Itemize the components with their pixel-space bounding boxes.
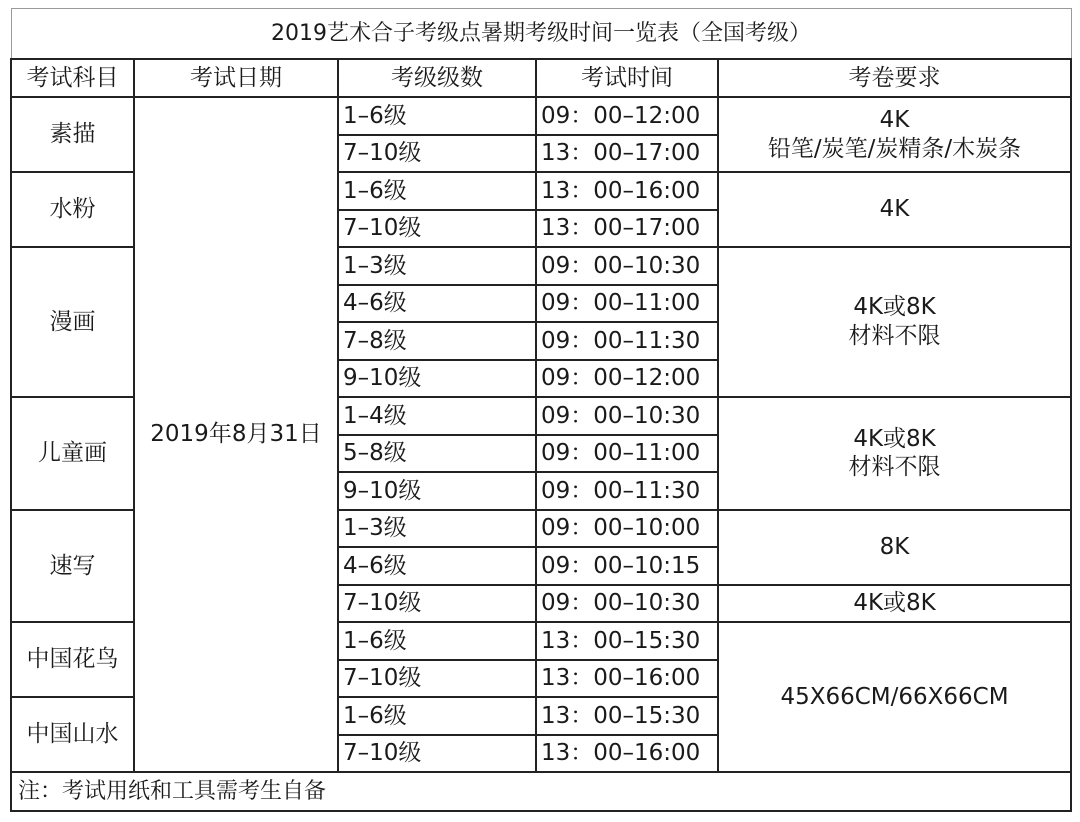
time-cell: 09：00–10:00 (536, 510, 718, 548)
subject-cell: 素描 (11, 97, 134, 172)
grade-cell: 1–6级 (338, 622, 536, 660)
grade-cell: 1–3级 (338, 247, 536, 285)
time-cell: 09：00–12:00 (536, 97, 718, 135)
time-cell: 09：00–10:30 (536, 397, 718, 435)
time-cell: 13：00–17:00 (536, 135, 718, 173)
paper-size: 4K或8K (853, 425, 936, 452)
grade-cell: 7–10级 (338, 735, 536, 773)
time-cell: 13：00–16:00 (536, 172, 718, 210)
time-cell: 09：00–12:00 (536, 360, 718, 398)
exam-date-cell: 2019年8月31日 (134, 97, 338, 772)
time-cell: 09：00–10:30 (536, 247, 718, 285)
grade-cell: 7–8级 (338, 322, 536, 360)
paper-requirement-cell: 8K (718, 510, 1071, 585)
time-cell: 13：00–15:30 (536, 697, 718, 735)
paper-material: 材料不限 (848, 454, 941, 481)
header-grade: 考级级数 (338, 59, 536, 98)
time-cell: 09：00–11:00 (536, 285, 718, 323)
grade-cell: 1–6级 (338, 697, 536, 735)
grade-cell: 1–6级 (338, 97, 536, 135)
subject-cell: 速写 (11, 510, 134, 623)
table-title: 2019艺术合子考级点暑期考级时间一览表（全国考级） (11, 9, 1071, 59)
time-cell: 09：00–11:00 (536, 435, 718, 473)
subject-cell: 漫画 (11, 247, 134, 397)
time-cell: 09：00–11:30 (536, 322, 718, 360)
paper-requirement-cell: 4K (718, 172, 1071, 247)
grade-cell: 7–10级 (338, 585, 536, 623)
header-subject: 考试科目 (11, 59, 134, 98)
paper-requirement-cell: 4K或8K (718, 585, 1071, 623)
time-cell: 09：00–10:30 (536, 585, 718, 623)
exam-schedule-sheet (10, 8, 1070, 812)
grade-cell: 1–4级 (338, 397, 536, 435)
header-date: 考试日期 (134, 59, 338, 98)
paper-requirement-cell (718, 397, 1071, 510)
grade-cell: 7–10级 (338, 210, 536, 248)
grade-cell: 9–10级 (338, 360, 536, 398)
grade-cell: 4–6级 (338, 285, 536, 323)
grade-cell: 1–3级 (338, 510, 536, 548)
grade-cell: 4–6级 (338, 547, 536, 585)
paper-requirement-cell: 45X66CM/66X66CM (718, 622, 1071, 772)
grade-cell: 7–10级 (338, 660, 536, 698)
subject-cell: 水粉 (11, 172, 134, 247)
paper-material: 材料不限 (848, 323, 941, 350)
grade-cell: 9–10级 (338, 472, 536, 510)
subject-cell: 中国花鸟 (11, 622, 134, 697)
paper-tools: 铅笔/炭笔/炭精条/木炭条 (767, 135, 1022, 162)
time-cell: 13：00–16:00 (536, 735, 718, 773)
grade-cell: 7–10级 (338, 135, 536, 173)
paper-size: 4K或8K (853, 294, 936, 321)
time-cell: 09：00–10:15 (536, 547, 718, 585)
grade-cell: 1–6级 (338, 172, 536, 210)
time-cell: 13：00–16:00 (536, 660, 718, 698)
exam-schedule-table (10, 8, 1072, 812)
subject-cell: 儿童画 (11, 397, 134, 510)
time-cell: 13：00–15:30 (536, 622, 718, 660)
grade-cell: 5–8级 (338, 435, 536, 473)
paper-requirement-cell (718, 247, 1071, 397)
paper-size: 4K (879, 106, 910, 133)
time-cell: 13：00–17:00 (536, 210, 718, 248)
subject-cell: 中国山水 (11, 697, 134, 772)
time-cell: 09：00–11:30 (536, 472, 718, 510)
paper-requirement-cell (718, 97, 1071, 172)
header-paper: 考卷要求 (718, 59, 1071, 98)
footnote: 注：考试用纸和工具需考生自备 (11, 772, 1071, 811)
header-time: 考试时间 (536, 59, 718, 98)
table-row (11, 97, 1071, 135)
